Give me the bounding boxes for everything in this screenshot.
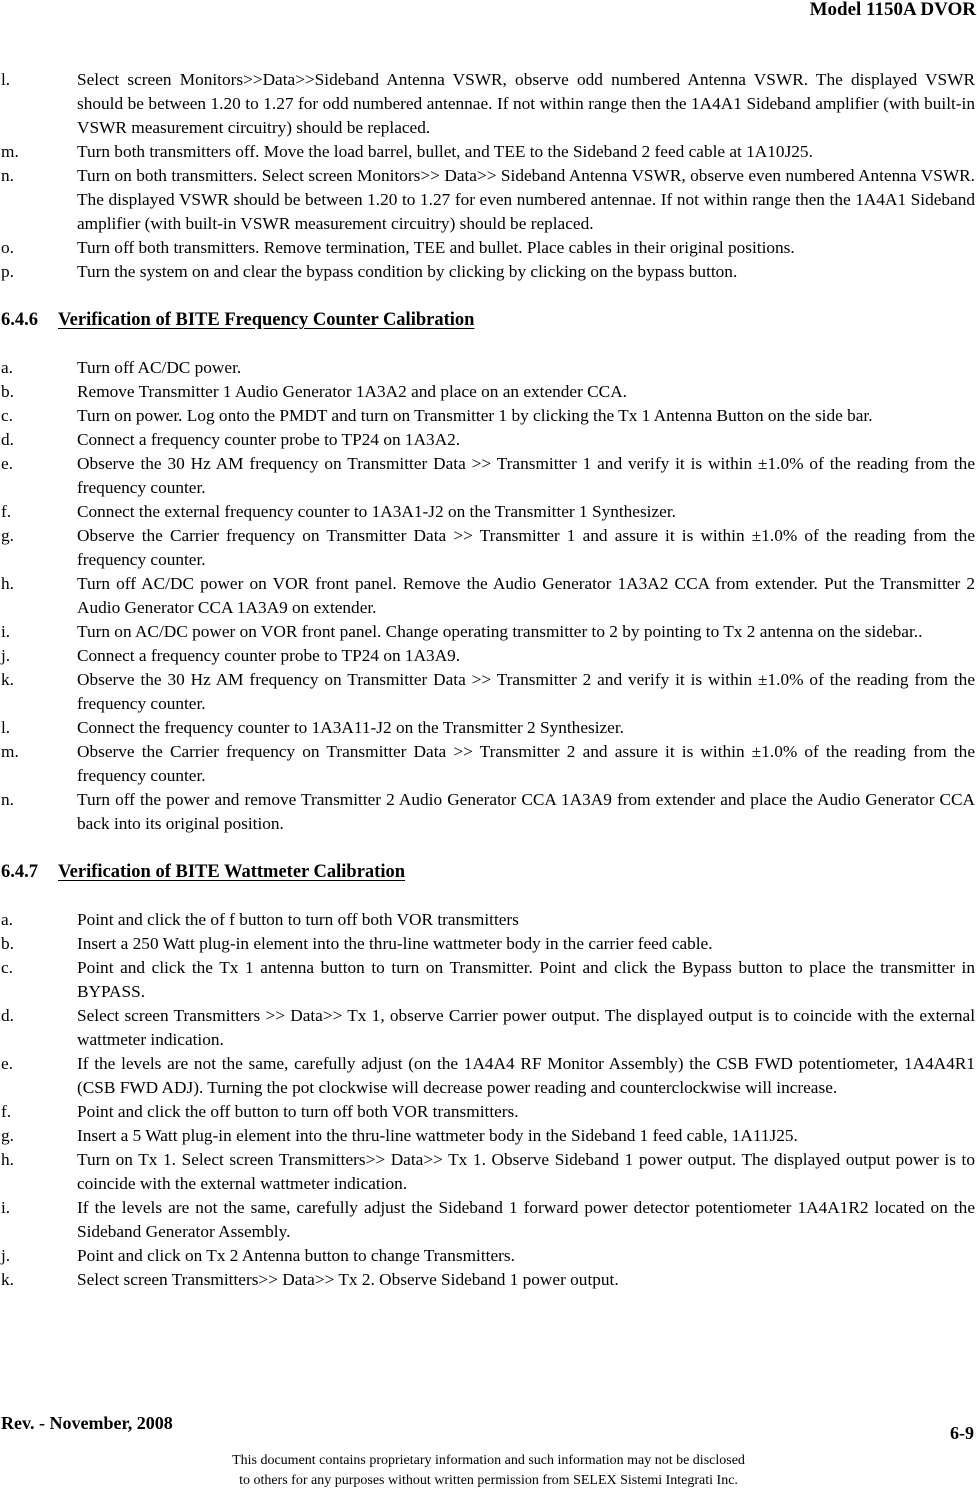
item-label: g. bbox=[1, 526, 14, 545]
item-label: c. bbox=[1, 958, 13, 977]
item-text: Insert a 5 Watt plug-in element into the thru-line wattmeter body in the Sideband 1 feed cable, 1A11J25. bbox=[77, 1126, 798, 1145]
item-text: Turn both transmitters off. Move the load barrel, bullet, and TEE to the Sideband 2 feed cable at 1A10J25. bbox=[77, 142, 813, 161]
item-label: i. bbox=[1, 1198, 11, 1217]
item-label: h. bbox=[1, 574, 14, 593]
item-label: c. bbox=[1, 406, 13, 425]
list-item bbox=[1, 356, 975, 380]
list-item bbox=[1, 428, 975, 452]
item-label: e. bbox=[1, 454, 13, 473]
section-heading-6-4-6 bbox=[1, 308, 975, 332]
list-item bbox=[1, 740, 975, 788]
item-label: o. bbox=[1, 238, 14, 257]
list-item bbox=[1, 1052, 975, 1100]
list-item bbox=[1, 956, 975, 1004]
wattmeter-step-list bbox=[1, 908, 975, 1292]
item-label: k. bbox=[1, 670, 14, 689]
list-item bbox=[1, 788, 975, 836]
section-title: Verification of BITE Wattmeter Calibration bbox=[58, 862, 406, 882]
list-item bbox=[1, 68, 975, 140]
item-text: Point and click on Tx 2 Antenna button to change Transmitters. bbox=[77, 1246, 515, 1265]
list-item bbox=[1, 380, 975, 404]
list-item bbox=[1, 932, 975, 956]
item-text: Observe the Carrier frequency on Transmitter Data >> Transmitter 1 and assure it is within ±1.0% of the reading from the frequency counter. bbox=[77, 526, 975, 569]
item-text: Turn on both transmitters. Select screen Monitors>> Data>> Sideband Antenna VSWR, observe even numbered Antenna VSWR. The displayed VSWR should be between 1.20 to 1.27 for even numbered antennae. If not within range then the 1A4A1 Sideband amplifier (with built-in VSWR measurement circuitry) should be replaced. bbox=[77, 166, 975, 233]
list-item bbox=[1, 500, 975, 524]
document-header-title: Model 1150A DVOR bbox=[809, 0, 976, 20]
list-item bbox=[1, 236, 975, 260]
spacer bbox=[1, 836, 975, 860]
item-text: Point and click the off button to turn off both VOR transmitters. bbox=[77, 1102, 519, 1121]
item-text: Turn on AC/DC power on VOR front panel. Change operating transmitter to 2 by pointing to Tx 2 antenna on the sidebar.. bbox=[77, 622, 923, 641]
section-number: 6.4.7 bbox=[1, 862, 38, 882]
item-text: Connect the frequency counter to 1A3A11-J2 on the Transmitter 2 Synthesizer. bbox=[77, 718, 624, 737]
list-item bbox=[1, 620, 975, 644]
item-text: Turn on Tx 1. Select screen Transmitters>> Data>> Tx 1. Observe Sideband 1 power output. The displayed output power is to coincide with the external wattmeter indication. bbox=[77, 1150, 975, 1193]
proprietary-notice bbox=[0, 1451, 977, 1491]
item-label: i. bbox=[1, 622, 11, 641]
item-text: Turn off the power and remove Transmitter 2 Audio Generator CCA 1A3A9 from extender and place the Audio Generator CCA back into its original position. bbox=[77, 790, 975, 833]
item-text: Connect the external frequency counter to 1A3A1-J2 on the Transmitter 1 Synthesizer. bbox=[77, 502, 676, 521]
list-item bbox=[1, 1100, 975, 1124]
list-item bbox=[1, 1268, 975, 1292]
item-label: p. bbox=[1, 262, 14, 281]
item-label: j. bbox=[1, 1246, 11, 1265]
proprietary-notice-line: to others for any purposes without written permission from SELEX Sistemi Integrati Inc. bbox=[239, 1473, 738, 1488]
item-text: Observe the Carrier frequency on Transmitter Data >> Transmitter 2 and assure it is within ±1.0% of the reading from the frequency counter. bbox=[77, 742, 975, 785]
list-item bbox=[1, 1124, 975, 1148]
item-text: If the levels are not the same, carefully adjust the Sideband 1 forward power detector potentiometer 1A4A1R2 located on the Sideband Generator Assembly. bbox=[77, 1198, 975, 1241]
list-item bbox=[1, 524, 975, 572]
item-label: b. bbox=[1, 934, 14, 953]
item-label: l. bbox=[1, 718, 11, 737]
item-text: Point and click the Tx 1 antenna button to turn on Transmitter. Point and click the Bypass button to place the transmitter in BYPASS. bbox=[77, 958, 975, 1001]
item-label: k. bbox=[1, 1270, 14, 1289]
section-number: 6.4.6 bbox=[1, 310, 38, 330]
item-label: g. bbox=[1, 1126, 14, 1145]
revision-date: Rev. - November, 2008 bbox=[1, 1413, 173, 1433]
list-item bbox=[1, 140, 975, 164]
list-item bbox=[1, 644, 975, 668]
list-item bbox=[1, 452, 975, 500]
item-text: Select screen Monitors>>Data>>Sideband Antenna VSWR, observe odd numbered Antenna VSWR. The displayed VSWR should be between 1.20 to 1.27 for odd numbered antennae. If not within range then the 1A4A1 Sideband amplifier (with built-in VSWR measurement circuitry) should be replaced. bbox=[77, 70, 975, 137]
item-label: a. bbox=[1, 910, 13, 929]
item-label: l. bbox=[1, 70, 11, 89]
item-text: Point and click the of f button to turn off both VOR transmitters bbox=[77, 910, 519, 929]
document-body bbox=[1, 68, 975, 1292]
list-item bbox=[1, 1196, 975, 1244]
item-text: If the levels are not the same, carefully adjust (on the 1A4A4 RF Monitor Assembly) the CSB FWD potentiometer, 1A4A4R1 (CSB FWD ADJ). Turning the pot clockwise will decrease power reading and counterclockwise will increase. bbox=[77, 1054, 975, 1097]
item-text: Connect a frequency counter probe to TP24 on 1A3A9. bbox=[77, 646, 461, 665]
continued-step-list bbox=[1, 68, 975, 284]
item-label: f. bbox=[1, 1102, 12, 1121]
item-text: Turn off AC/DC power. bbox=[77, 358, 242, 377]
section-title: Verification of BITE Frequency Counter Calibration bbox=[58, 310, 475, 330]
list-item bbox=[1, 908, 975, 932]
page-number: 6-9 bbox=[950, 1423, 974, 1443]
list-item bbox=[1, 572, 975, 620]
item-text: Turn the system on and clear the bypass condition by clicking by clicking on the bypass button. bbox=[77, 262, 738, 281]
list-item bbox=[1, 668, 975, 716]
list-item bbox=[1, 404, 975, 428]
list-item bbox=[1, 1244, 975, 1268]
item-label: d. bbox=[1, 430, 14, 449]
list-item bbox=[1, 260, 975, 284]
list-item bbox=[1, 716, 975, 740]
item-text: Connect a frequency counter probe to TP24 on 1A3A2. bbox=[77, 430, 461, 449]
item-label: a. bbox=[1, 358, 13, 377]
spacer bbox=[1, 284, 975, 308]
item-label: n. bbox=[1, 790, 14, 809]
item-text: Observe the 30 Hz AM frequency on Transmitter Data >> Transmitter 2 and verify it is within ±1.0% of the reading from the frequency counter. bbox=[77, 670, 975, 713]
item-label: j. bbox=[1, 646, 11, 665]
item-label: d. bbox=[1, 1006, 14, 1025]
item-label: m. bbox=[1, 142, 19, 161]
item-label: m. bbox=[1, 742, 19, 761]
item-label: e. bbox=[1, 1054, 13, 1073]
item-text: Turn off both transmitters. Remove termination, TEE and bullet. Place cables in their original positions. bbox=[77, 238, 795, 257]
item-text: Turn off AC/DC power on VOR front panel. Remove the Audio Generator 1A3A2 CCA from extender. Put the Transmitter 2 Audio Generator CCA 1A3A9 on extender. bbox=[77, 574, 975, 617]
list-item bbox=[1, 1004, 975, 1052]
spacer bbox=[1, 332, 975, 356]
list-item bbox=[1, 1148, 975, 1196]
list-item bbox=[1, 164, 975, 236]
item-text: Select screen Transmitters>> Data>> Tx 2. Observe Sideband 1 power output. bbox=[77, 1270, 619, 1289]
spacer bbox=[1, 884, 975, 908]
proprietary-notice-line: This document contains proprietary information and such information may not be disclosed bbox=[232, 1453, 745, 1468]
item-text: Insert a 250 Watt plug-in element into the thru-line wattmeter body in the carrier feed cable. bbox=[77, 934, 713, 953]
frequency-counter-step-list bbox=[1, 356, 975, 836]
item-text: Select screen Transmitters >> Data>> Tx 1, observe Carrier power output. The displayed output is to coincide with the external wattmeter indication. bbox=[77, 1006, 975, 1049]
item-label: h. bbox=[1, 1150, 14, 1169]
item-label: b. bbox=[1, 382, 14, 401]
item-text: Remove Transmitter 1 Audio Generator 1A3A2 and place on an extender CCA. bbox=[77, 382, 628, 401]
item-text: Turn on power. Log onto the PMDT and turn on Transmitter 1 by clicking the Tx 1 Antenna Button on the side bar. bbox=[77, 406, 873, 425]
item-label: n. bbox=[1, 166, 14, 185]
section-heading-6-4-7 bbox=[1, 860, 975, 884]
item-label: f. bbox=[1, 502, 12, 521]
item-text: Observe the 30 Hz AM frequency on Transmitter Data >> Transmitter 1 and verify it is within ±1.0% of the reading from the frequency counter. bbox=[77, 454, 975, 497]
